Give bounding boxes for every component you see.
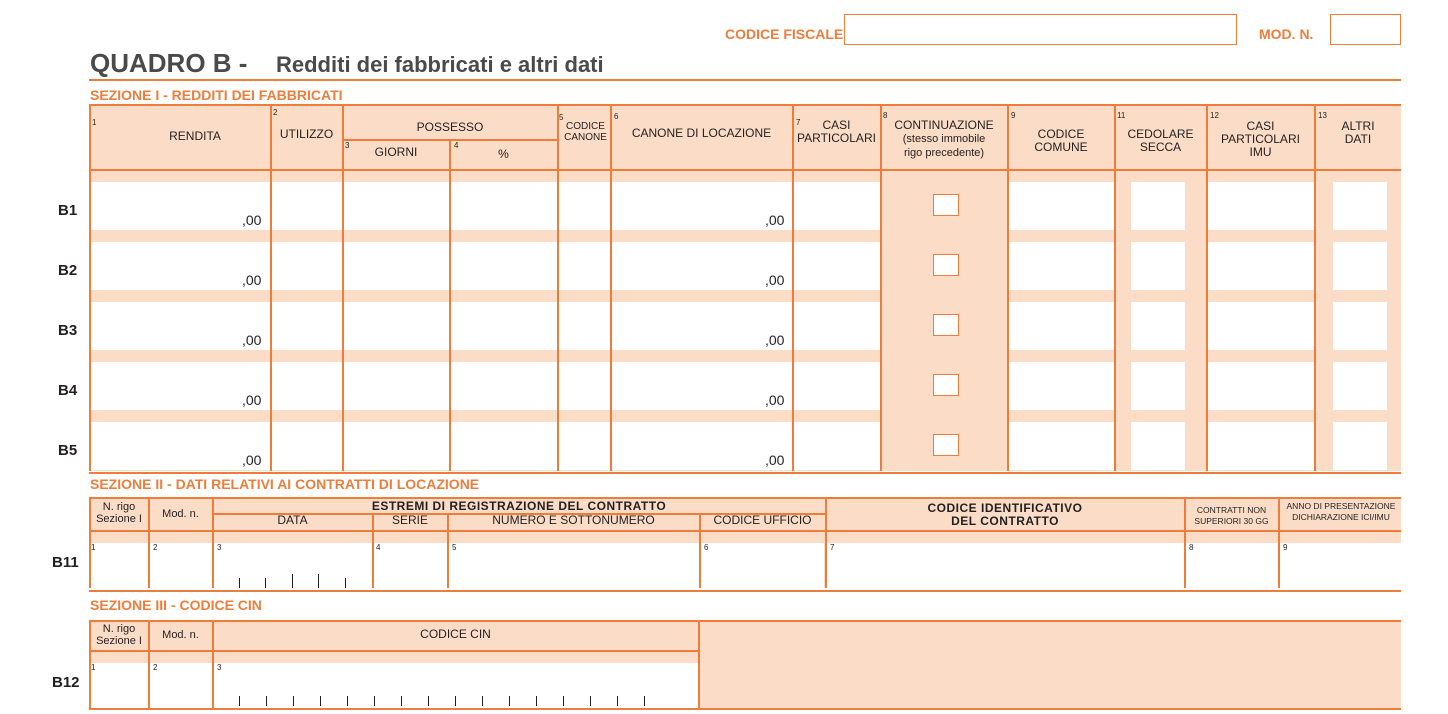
b-row-input-cell[interactable]: [559, 182, 610, 230]
b-row-input-cell[interactable]: [272, 302, 342, 350]
s3-nrigo-line1: N. rigo: [102, 623, 136, 635]
rendita-value: ,00: [242, 452, 262, 468]
s2-nrigo-header: [90, 501, 148, 525]
col-casi-particolari-imu-header: [1207, 120, 1314, 159]
s2-num-8: 8: [1189, 543, 1194, 552]
b-row-input-cell[interactable]: [1009, 182, 1114, 230]
col12-label3: IMU: [1249, 145, 1272, 159]
col-sep: [792, 104, 794, 471]
b-row-input-cell[interactable]: [794, 182, 880, 230]
b11-field-1[interactable]: [91, 543, 148, 588]
b-row-input-cell[interactable]: [451, 242, 557, 290]
b-row-input-cell[interactable]: [272, 362, 342, 410]
canone-value: ,00: [765, 452, 785, 468]
col-rendita-header: RENDITA: [169, 129, 221, 143]
col-possesso-header: POSSESSO: [416, 120, 484, 134]
b-row-input-cell[interactable]: [1333, 182, 1387, 230]
continuazione-checkbox[interactable]: [933, 254, 959, 276]
sezione1-title: SEZIONE I - REDDITI DEI FABBRICATI: [90, 87, 343, 103]
col-sep: [610, 104, 612, 471]
b-row-input-cell[interactable]: [344, 362, 449, 410]
b-row-input-cell[interactable]: [794, 362, 880, 410]
s2-num-7: 7: [830, 543, 835, 552]
b-row-input-cell[interactable]: [1131, 422, 1185, 470]
b11-field-8[interactable]: [1186, 543, 1278, 588]
col-cedolare-secca-header: [1115, 128, 1206, 154]
col1-num: 1: [92, 118, 97, 127]
sezione3-rule: [89, 620, 1401, 622]
b-row-input-cell[interactable]: [1131, 302, 1185, 350]
col-casi-particolari-header: [793, 119, 880, 145]
sezione2-top-rule: [89, 472, 1401, 474]
col13-label1: ALTRI: [1341, 119, 1375, 133]
col-percent-header: %: [498, 147, 509, 161]
col13-label2: DATI: [1344, 132, 1372, 146]
b-row-input-cell[interactable]: [1333, 242, 1387, 290]
rendita-value: ,00: [242, 212, 262, 228]
b12-field-3[interactable]: [214, 663, 698, 708]
col12-label2: PARTICOLARI: [1221, 132, 1300, 146]
sezione3-title: SEZIONE III - CODICE CIN: [90, 597, 262, 613]
s3-num-2: 2: [153, 663, 158, 672]
cin-tick: [266, 696, 267, 706]
b11-field-5[interactable]: [449, 543, 699, 588]
sezione3-rule: [89, 650, 699, 652]
continuazione-checkbox[interactable]: [933, 434, 959, 456]
s3-nrigo-header: [90, 623, 148, 647]
cin-tick: [617, 696, 618, 706]
continuazione-checkbox[interactable]: [933, 194, 959, 216]
continuazione-checkbox[interactable]: [933, 314, 959, 336]
b-row-input-cell[interactable]: [559, 242, 610, 290]
sezione2-rule: [89, 497, 1401, 499]
b11-field-4[interactable]: [374, 543, 447, 588]
s2-data-header: DATA: [277, 513, 308, 527]
b-row-input-cell[interactable]: [451, 422, 557, 470]
b11-row-label: B11: [52, 554, 79, 571]
row-label: B4: [58, 382, 78, 399]
col-sep: [1314, 104, 1316, 471]
b-row-input-cell[interactable]: [272, 242, 342, 290]
col-sep: [342, 104, 344, 471]
s2-anno-line1: ANNO DI PRESENTAZIONE: [1286, 501, 1396, 511]
cin-tick: [428, 696, 429, 706]
mod-n-input[interactable]: [1330, 14, 1401, 45]
col11-label2: SECCA: [1139, 140, 1182, 154]
canone-value: ,00: [765, 332, 785, 348]
b-row-input-cell[interactable]: [344, 302, 449, 350]
b-row-input-cell[interactable]: [559, 422, 610, 470]
col3-num: 3: [345, 141, 350, 150]
col-sep: [1114, 104, 1116, 471]
col8-label3: rigo precedente): [903, 147, 985, 159]
col-utilizzo-header: UTILIZZO: [279, 127, 334, 141]
s2-codice-identificativo-header: [826, 502, 1184, 528]
canone-value: ,00: [765, 272, 785, 288]
col-sep: [449, 139, 451, 471]
s2-nrigo-line1: N. rigo: [102, 501, 136, 513]
s3-num-1: 1: [91, 663, 96, 672]
s2-contr-line2: SUPERIORI 30 GG: [1194, 516, 1269, 526]
s2-num-1: 1: [91, 543, 96, 552]
b-row-input-cell[interactable]: [451, 302, 557, 350]
s2-ufficio-header: CODICE UFFICIO: [713, 513, 812, 527]
sezione1-header-rule: [89, 169, 1401, 171]
date-tick: [239, 578, 240, 588]
col4-num: 4: [454, 141, 459, 150]
col-sep: [1206, 104, 1208, 471]
cin-tick: [347, 696, 348, 706]
rendita-value: ,00: [242, 332, 262, 348]
col-continuazione-header: [881, 119, 1007, 160]
b-row-input-cell[interactable]: [1208, 302, 1314, 350]
cin-tick: [239, 696, 240, 706]
col7-num: 7: [796, 118, 801, 127]
b11-field-7[interactable]: [827, 543, 1184, 588]
b-row-input-cell[interactable]: [1208, 422, 1314, 470]
date-tick: [292, 574, 293, 588]
b-row-input-cell[interactable]: [1009, 362, 1114, 410]
s2-numero-header: NUMERO E SOTTONUMERO: [492, 513, 655, 527]
sezione1-top-rule: [89, 104, 1401, 106]
col9-num: 9: [1011, 111, 1016, 120]
s3-cin-header: CODICE CIN: [420, 627, 491, 641]
cin-tick: [509, 696, 510, 706]
b-row-input-cell[interactable]: [344, 242, 449, 290]
rendita-value: ,00: [242, 272, 262, 288]
col-sep: [89, 104, 91, 471]
s2-anno-header: [1279, 501, 1403, 523]
col-sep: [1007, 104, 1009, 471]
col-codice-canone-header: [561, 121, 610, 143]
col7-label2: PARTICOLARI: [797, 131, 876, 145]
s2-cod-line2: DEL CONTRATTO: [951, 514, 1059, 528]
b-row-input-cell[interactable]: [1009, 422, 1114, 470]
b-row-input-cell[interactable]: [451, 182, 557, 230]
s2-num-6: 6: [704, 543, 709, 552]
codice-fiscale-label: CODICE FISCALE: [725, 26, 844, 42]
b-row-input-cell[interactable]: [1208, 182, 1314, 230]
s2-mod-header: Mod. n.: [162, 508, 199, 520]
b11-field-2[interactable]: [150, 543, 212, 588]
col-sep: [557, 104, 559, 471]
sezione2-title: SEZIONE II - DATI RELATIVI AI CONTRATTI DI LOCAZIONE: [90, 476, 480, 492]
col-codice-comune-header: [1008, 128, 1114, 154]
b-row-input-cell[interactable]: [1131, 242, 1185, 290]
b-row-input-cell[interactable]: [1131, 182, 1185, 230]
b-row-input-cell[interactable]: [1009, 242, 1114, 290]
cin-tick: [455, 696, 456, 706]
col-sep: [270, 104, 272, 471]
s2-contratti-header: [1185, 505, 1278, 527]
b-row-input-cell[interactable]: [344, 182, 449, 230]
col5-label2: CANONE: [564, 132, 607, 143]
canone-value: ,00: [765, 212, 785, 228]
s2-num-9: 9: [1283, 543, 1288, 552]
row-label: B1: [58, 202, 78, 219]
cin-tick: [536, 696, 537, 706]
col-altri-dati-header: [1315, 120, 1401, 146]
col8-label1: CONTINUAZIONE: [894, 118, 994, 132]
col11-num: 11: [1117, 111, 1126, 120]
date-tick: [345, 578, 346, 588]
title-rule: [89, 79, 1401, 81]
rendita-value: ,00: [242, 392, 262, 408]
cin-tick: [401, 696, 402, 706]
s2-num-4: 4: [376, 543, 381, 552]
b11-field-9[interactable]: [1280, 543, 1401, 588]
s2-serie-header: SERIE: [391, 513, 428, 527]
b-row-input-cell[interactable]: [1131, 362, 1185, 410]
col-canone-locazione-header: CANONE DI LOCAZIONE: [631, 126, 772, 140]
col8-num: 8: [883, 111, 888, 120]
cin-tick: [590, 696, 591, 706]
col13-num: 13: [1318, 111, 1327, 120]
codice-fiscale-input[interactable]: [844, 14, 1237, 45]
col9-label2: COMUNE: [1034, 140, 1088, 154]
cin-tick: [644, 696, 645, 706]
page-subtitle: Redditi dei fabbricati e altri dati: [276, 52, 604, 77]
col12-num: 12: [1210, 111, 1219, 120]
cin-tick: [374, 696, 375, 706]
cin-tick: [563, 696, 564, 706]
b-row-input-cell[interactable]: [1208, 362, 1314, 410]
sezione3-bottom-rule: [89, 708, 1401, 710]
b-row-input-cell[interactable]: [794, 302, 880, 350]
b11-field-6[interactable]: [701, 543, 824, 588]
cin-tick: [320, 696, 321, 706]
col11-label1: CEDOLARE: [1127, 127, 1194, 141]
b12-field-1[interactable]: [91, 663, 148, 708]
b-row-input-cell[interactable]: [794, 422, 880, 470]
b-row-input-cell[interactable]: [1333, 362, 1387, 410]
s2-cod-line1: CODICE IDENTIFICATIVO: [927, 501, 1083, 515]
continuazione-checkbox[interactable]: [933, 374, 959, 396]
col-sep: [698, 620, 700, 709]
b-row-input-cell[interactable]: [344, 422, 449, 470]
row-label: B5: [58, 442, 78, 459]
sezione3-top-rule: [89, 590, 1401, 592]
cin-tick: [293, 696, 294, 706]
date-tick: [265, 578, 266, 588]
col8-label2: (stesso immobile: [902, 133, 986, 145]
page-title: QUADRO B -: [90, 48, 248, 78]
col5-num: 5: [559, 113, 564, 122]
col6-num: 6: [614, 112, 619, 121]
b-row-input-cell[interactable]: [1333, 302, 1387, 350]
b11-field-3[interactable]: [214, 543, 372, 588]
b-row-input-cell[interactable]: [451, 362, 557, 410]
b-row-input-cell[interactable]: [559, 362, 610, 410]
b-row-input-cell[interactable]: [1333, 422, 1387, 470]
col5-label1: CODICE: [566, 121, 605, 132]
mod-n-label: MOD. N.: [1259, 26, 1314, 42]
s2-anno-line2: DICHIARAZIONE ICI/IMU: [1292, 512, 1390, 522]
b12-field-2[interactable]: [150, 663, 212, 708]
s2-num-2: 2: [153, 543, 158, 552]
b-row-input-cell[interactable]: [794, 242, 880, 290]
canone-value: ,00: [765, 392, 785, 408]
col12-label1: CASI: [1246, 119, 1275, 133]
s2-estremi-header: ESTREMI DI REGISTRAZIONE DEL CONTRATTO: [371, 499, 667, 513]
s3-nrigo-line2: Sezione I: [96, 635, 142, 647]
s2-num-3: 3: [217, 543, 222, 552]
date-tick: [318, 574, 319, 588]
s2-contr-line1: CONTRATTI NON: [1196, 505, 1267, 515]
s2-num-5: 5: [452, 543, 457, 552]
b-row-input-cell[interactable]: [559, 302, 610, 350]
sezione2-rule: [89, 530, 1401, 532]
row-label: B2: [58, 262, 78, 279]
col7-label1: CASI: [822, 118, 851, 132]
col2-num: 2: [273, 108, 278, 117]
b-row-input-cell[interactable]: [1208, 242, 1314, 290]
s2-nrigo-line2: Sezione I: [96, 513, 142, 525]
col-giorni-header: GIORNI: [374, 145, 418, 159]
col9-label1: CODICE: [1037, 127, 1085, 141]
b-row-input-cell[interactable]: [272, 422, 342, 470]
cin-tick: [482, 696, 483, 706]
b-row-input-cell[interactable]: [272, 182, 342, 230]
s3-mod-header: Mod. n.: [162, 629, 199, 641]
b-row-input-cell[interactable]: [1009, 302, 1114, 350]
s3-num-3: 3: [217, 663, 222, 672]
b12-row-label: B12: [52, 674, 80, 691]
row-label: B3: [58, 322, 78, 339]
